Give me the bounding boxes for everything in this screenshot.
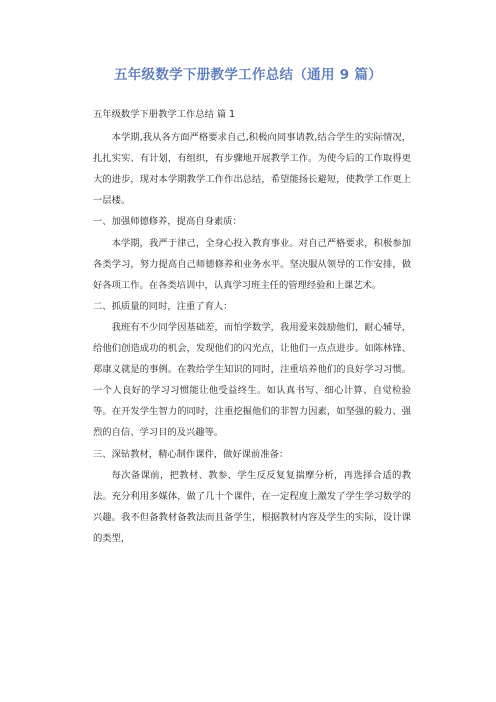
- section-heading-2: 二、抓质量的同时，注重了育人：: [93, 300, 233, 312]
- section-heading-1: 一、加强师德修养，提高自身素质：: [93, 216, 242, 228]
- paragraph-section-1: 本学期，我严于律己，全身心投入教育事业。对自己严格要求，积极参加各类学习，努力提高自己师德修养和业务水平。坚决服从领导的工作安排，做好各项工作。在各类培训中，认真学习班主任的管理经验和上课艺术。: [93, 237, 411, 291]
- document-body: [93, 104, 411, 549]
- paragraph-intro: 本学期,我从各方面严格要求自己,积极向同事请教,结合学生的实际情况，扎扎实实、有计划，有组织，有步骤地开展教学工作。为使今后的工作取得更大的进步，现对本学期教学工作作出总结，希望能扬长避短，使教学工作更上一层楼。: [93, 132, 411, 207]
- paragraph-section-2: 我班有不少同学因基础差，而怕学数学，我用爱来鼓励他们，耐心辅导，给他们创造成功的机会，发现他们的闪光点，让他们一点点进步。如陈林锋、郑康义就是的事例。在教给学生知识的同时，注重培养他们的良好学习习惯。一个人良好的学习习惯能让他受益终生。如认真书写、细心计算、自觉检验等。在开发学生智力的同时，注重挖掘他们的非智力因素，如坚强的毅力、强烈的自信、学习目的及兴趣等。: [93, 321, 411, 439]
- section-subtitle: 五年级数学下册教学工作总结 篇 1: [93, 109, 235, 120]
- document-title: 五年级数学下册教学工作总结（通用 9 篇）: [113, 67, 383, 83]
- section-heading-3: 三、深钻教材，精心制作课件，做好课前准备：: [93, 448, 289, 460]
- paragraph-section-3: 每次备课前，把教材、教参、学生反反复复揣摩分析，再选择合适的教法。充分利用多媒体，做了几十个课件，在一定程度上激发了学生学习数学的兴趣。我不但备教材备教法而且备学生，根据教材内容及学生的实际，设计课的类型，: [93, 469, 411, 544]
